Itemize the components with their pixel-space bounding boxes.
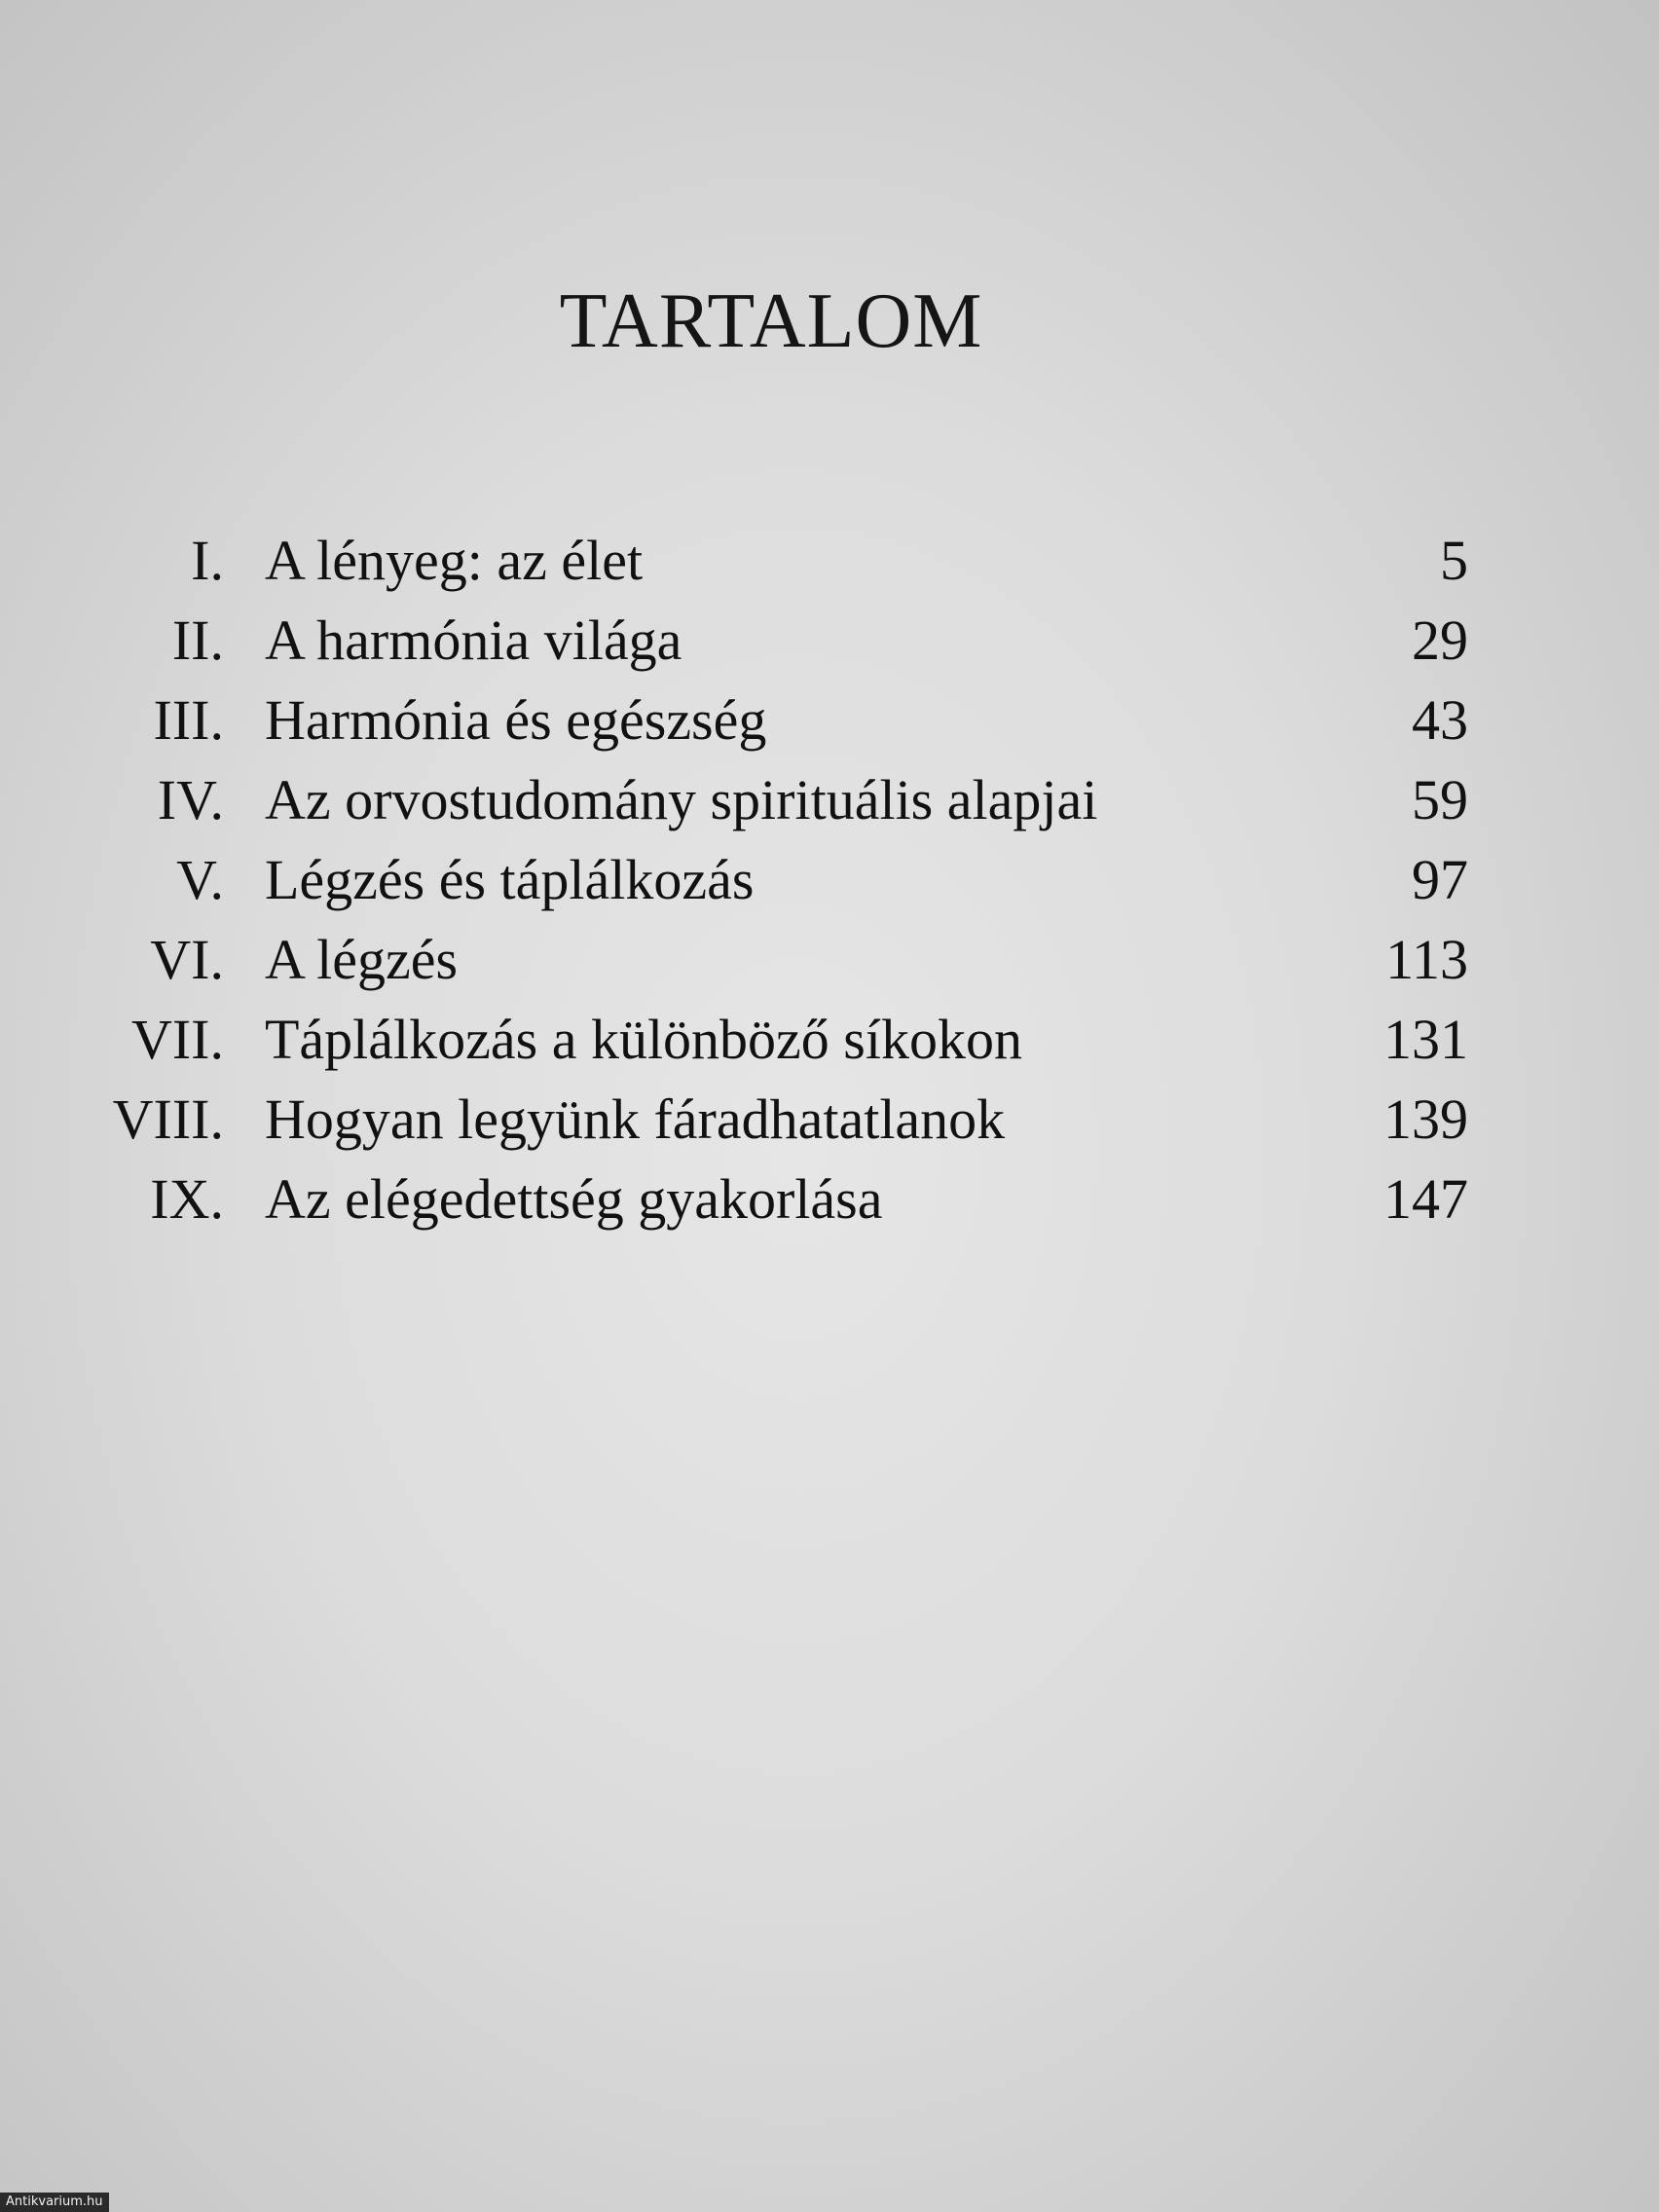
toc-entry-number: VIII. <box>112 1088 224 1151</box>
watermark: Antikvarium.hu <box>0 2193 109 2212</box>
toc-entry-page: 131 <box>1383 1008 1468 1071</box>
toc-entry-number: III. <box>153 688 224 752</box>
page-title: TARTALOM <box>559 278 983 364</box>
toc-entry-number: V. <box>176 848 224 911</box>
toc-entry-title: Táplálkozás a különböző síkokon <box>265 1008 1022 1071</box>
toc-entry <box>0 920 1659 1000</box>
toc-entry-number: IV. <box>157 768 224 831</box>
toc-entry-page: 113 <box>1385 928 1468 991</box>
toc-entry-title: Az orvostudomány spirituális alapjai <box>265 768 1098 831</box>
toc-entry-page: 5 <box>1440 529 1468 592</box>
toc-entry-title: A légzés <box>265 928 459 991</box>
toc-entry-page: 29 <box>1412 608 1468 672</box>
toc-entry-title: Légzés és táplálkozás <box>265 848 755 911</box>
toc-entry-title: A harmónia világa <box>265 608 682 672</box>
toc-entry <box>0 601 1659 681</box>
toc-entry <box>0 840 1659 920</box>
toc-entry <box>0 1160 1659 1239</box>
toc-entry-number: I. <box>191 529 224 592</box>
toc-entry-page: 147 <box>1383 1167 1468 1231</box>
toc-entry-number: IX. <box>150 1167 224 1231</box>
toc-entry-page: 139 <box>1383 1088 1468 1151</box>
toc-entry-number: II. <box>171 608 224 672</box>
toc-entry-title: Az elégedettség gyakorlása <box>265 1167 883 1231</box>
toc-entry <box>0 1000 1659 1080</box>
toc-entry-number: VII. <box>130 1008 224 1071</box>
toc-entry-title: Hogyan legyünk fáradhatatlanok <box>265 1088 1006 1151</box>
toc-entry-number: VI. <box>150 928 224 991</box>
toc-entry <box>0 681 1659 760</box>
toc-entry-page: 59 <box>1412 768 1468 831</box>
toc-entry <box>0 760 1659 840</box>
toc-entry-page: 97 <box>1412 848 1468 911</box>
toc-entry-title: A lényeg: az élet <box>265 529 644 592</box>
toc-entry-page: 43 <box>1412 688 1468 752</box>
toc-entry <box>0 1080 1659 1160</box>
toc-entry-title: Harmónia és egészség <box>265 688 767 752</box>
toc-entry <box>0 521 1659 601</box>
